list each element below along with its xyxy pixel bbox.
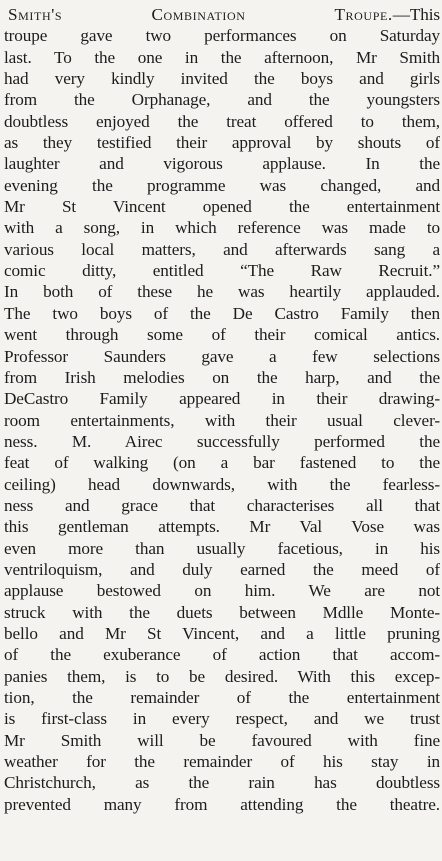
article-line: prevented many from attending the theatre. [4, 794, 440, 814]
article-line: this gentleman attempts. Mr Val Vose was [4, 517, 440, 537]
article-line: from Irish melodies on the harp, and the [4, 367, 440, 387]
article-line: Professor Saunders gave a few selections [4, 346, 440, 366]
article-line: In both of these he was heartily applauded. [4, 282, 440, 302]
article-line: last. To the one in the afternoon, Mr Smith [4, 47, 440, 67]
article-line: panies them, is to be desired. With this excep- [4, 666, 440, 686]
article-line: is first-class in every respect, and we trust [4, 709, 440, 729]
article-line: had very kindly invited the boys and girls [4, 69, 440, 89]
article-first-line [4, 4, 440, 25]
article [4, 4, 440, 815]
article-line: The two boys of the De Castro Family then [4, 303, 440, 323]
article-line: troupe gave two performances on Saturday [4, 26, 440, 46]
article-line: ventriloquism, and duly earned the meed of [4, 559, 440, 579]
article-line: ness. M. Airec successfully performed the [4, 431, 440, 451]
article-line: tion, the remainder of the entertainment [4, 688, 440, 707]
article-line: weather for the remainder of his stay in [4, 752, 440, 772]
article-line: applause bestowed on him. We are not [4, 581, 440, 601]
article-line: comic ditty, entitled “The Raw Recruit.” [4, 261, 440, 281]
article-line: with a song, in which reference was made to [4, 218, 440, 238]
article-line: room entertainments, with their usual clever- [4, 410, 440, 430]
article-line: went through some of their comical antics. [4, 325, 440, 345]
article-line: Mr St Vincent opened the entertainment [4, 197, 440, 217]
article-line: evening the programme was changed, and [4, 175, 440, 195]
article-line: struck with the duets between Mdlle Monte- [4, 602, 440, 622]
article-line: Christchurch, as the rain has doubtless [4, 773, 440, 793]
article-line: from the Orphanage, and the youngsters [4, 90, 440, 110]
article-line: —This [392, 5, 440, 24]
article-line: even more than usually facetious, in his [4, 538, 440, 558]
article-line: laughter and vigorous applause. In the [4, 154, 440, 174]
article-line: ceiling) head downwards, with the fearless- [4, 474, 440, 494]
article-line: doubtless enjoyed the treat offered to them, [4, 111, 440, 131]
article-line: various local matters, and afterwards sang a [4, 239, 440, 259]
article-line: feat of walking (on a bar fastened to the [4, 453, 440, 473]
article-line: DeCastro Family appeared in their drawing- [4, 389, 440, 409]
article-line: bello and Mr St Vincent, and a little pruning [4, 623, 440, 643]
article-line: ness and grace that characterises all that [4, 495, 440, 515]
article-line: of the exuberance of action that accom- [4, 645, 440, 665]
article-heading: Smith's Combination Troupe. [8, 5, 393, 24]
article-line: Mr Smith will be favoured with fine [4, 730, 440, 750]
article-line: as they testified their approval by shouts of [4, 133, 440, 153]
